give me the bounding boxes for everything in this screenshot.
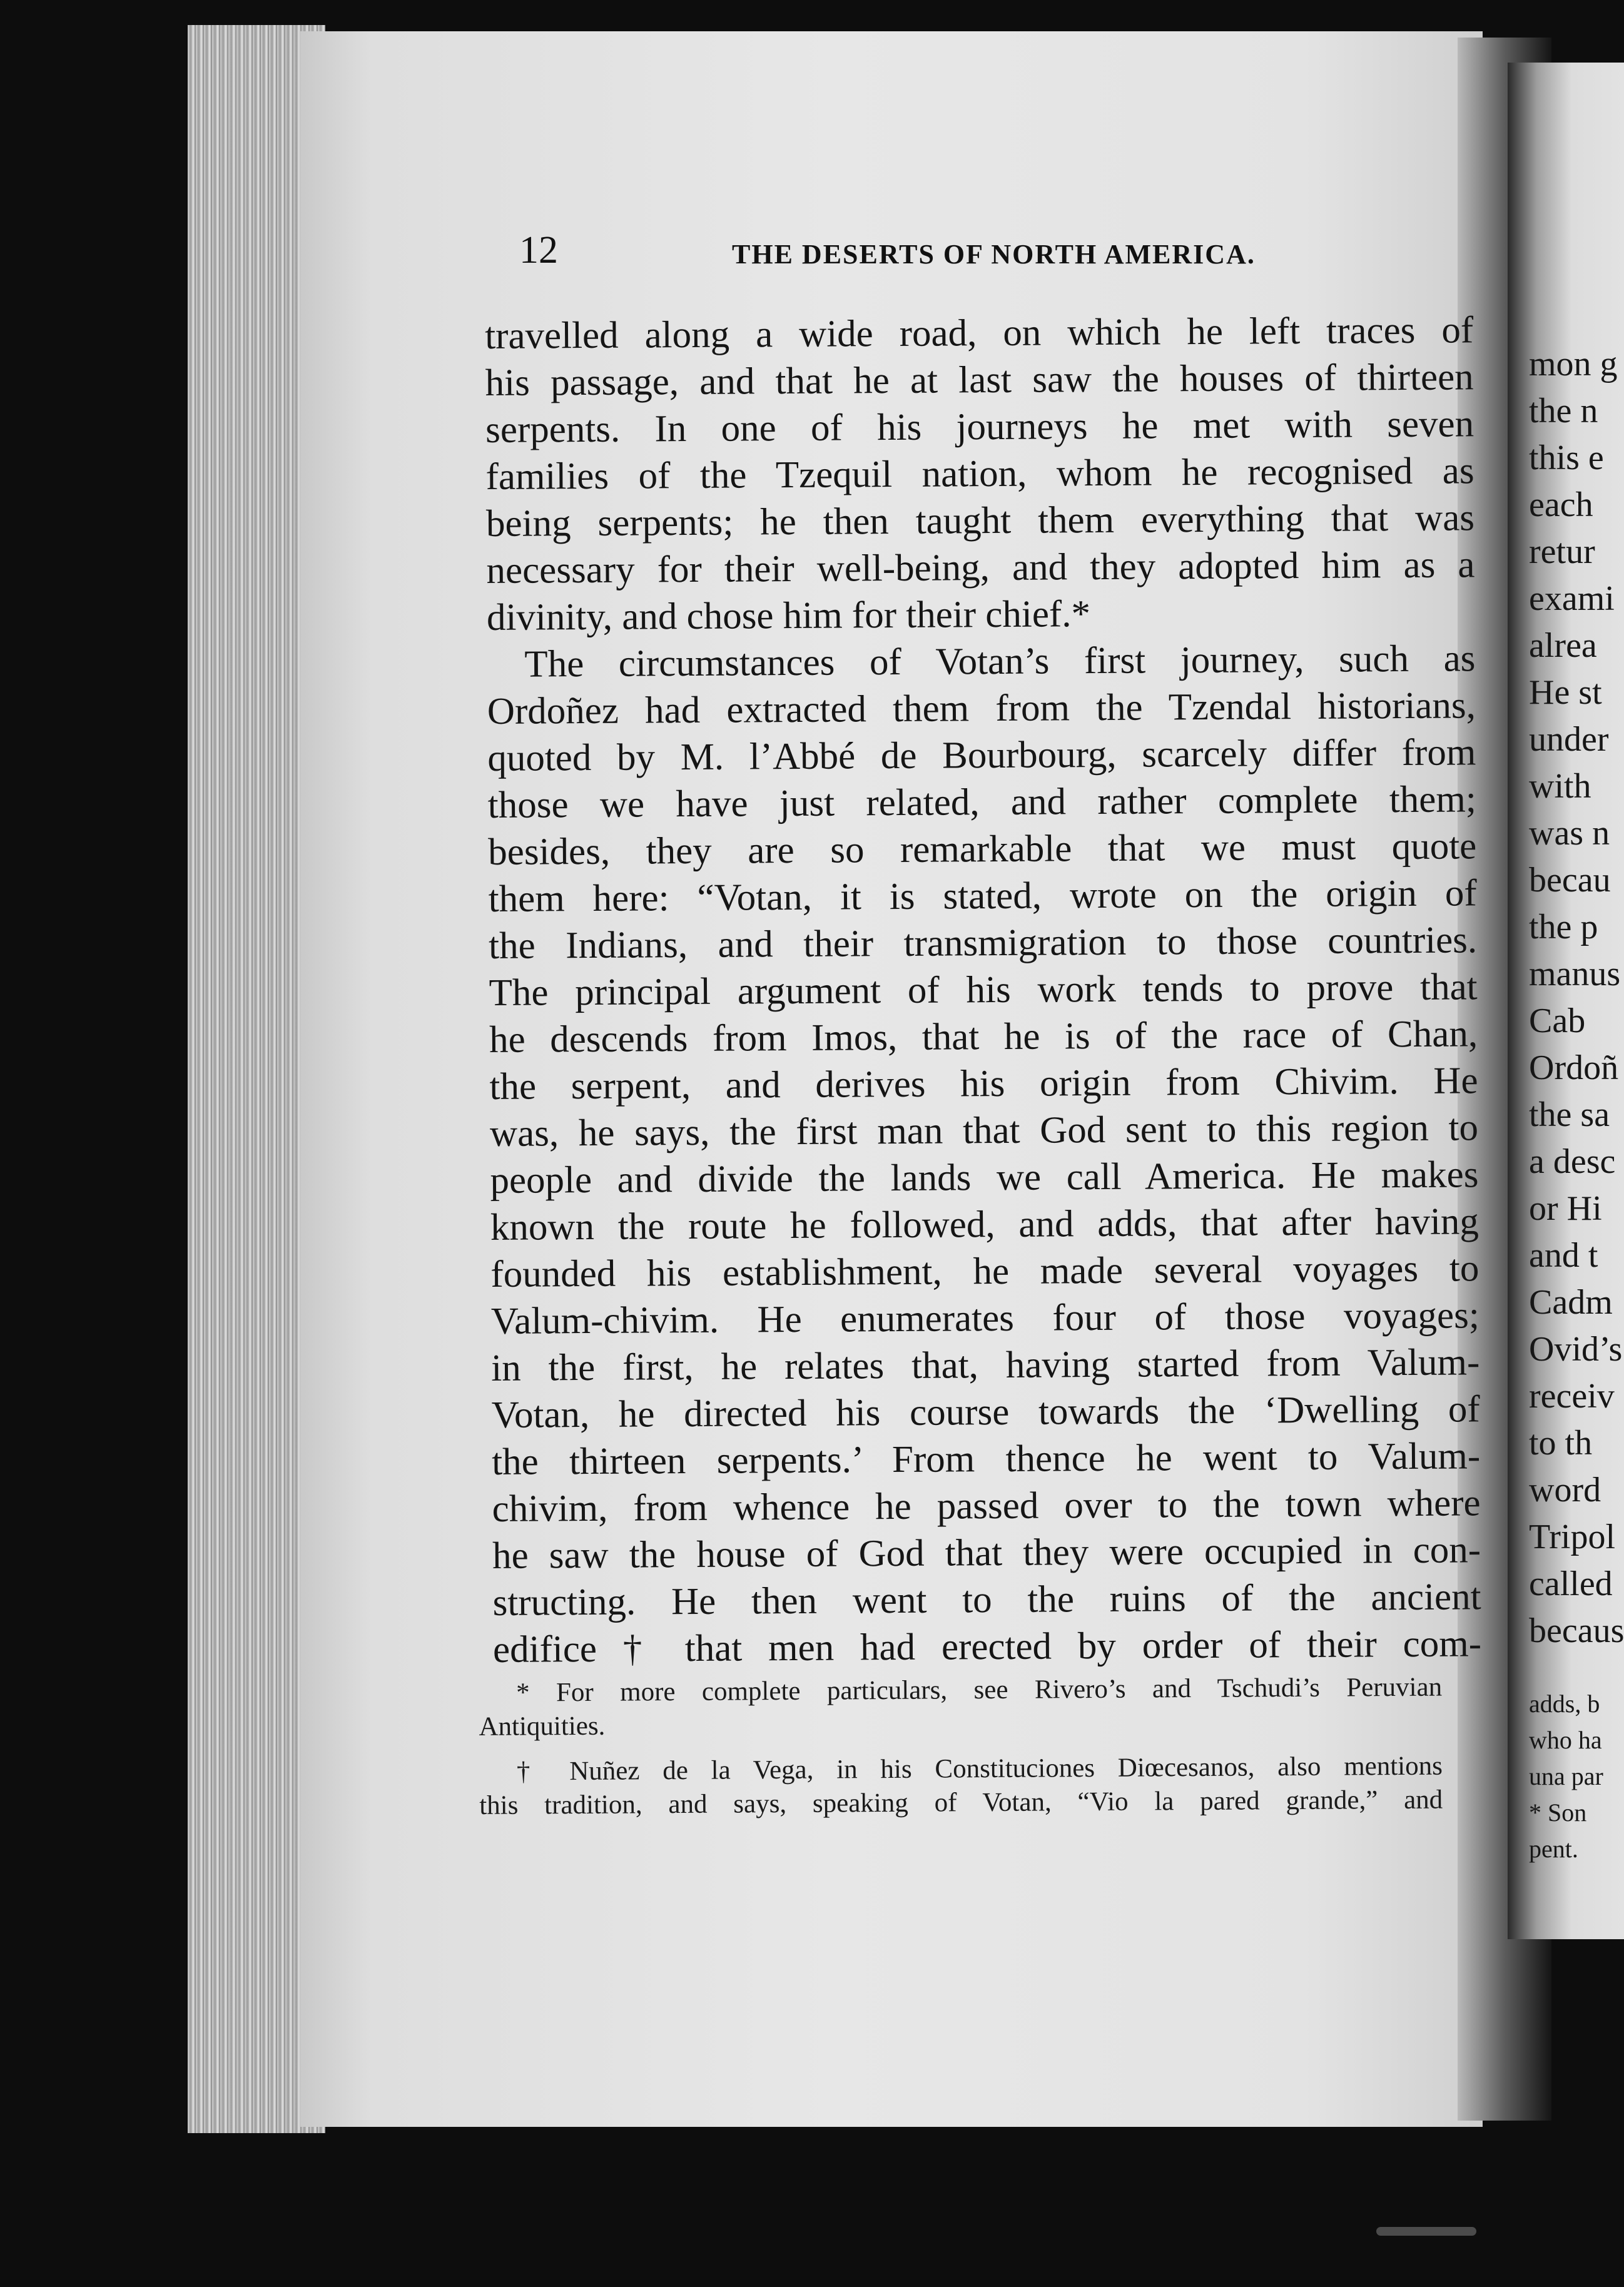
facing-page-fragment: receiv — [1529, 1377, 1615, 1416]
scan-smudge — [1376, 2227, 1476, 2236]
text-line: those we have just related, and rather complete them; — [487, 778, 1476, 826]
text-line: founded his establishment, he made several voyages to — [490, 1247, 1479, 1296]
footnote — [479, 1671, 1443, 1744]
facing-page-note-fragment: adds, b — [1529, 1690, 1600, 1718]
facing-page-fragment: under — [1529, 720, 1609, 759]
text-line: Valum-chivim. He enumerates four of those voyages; — [490, 1294, 1480, 1342]
running-title: THE DESERTS OF NORTH AMERICA. — [732, 239, 1256, 270]
text-line: Votan, he directed his course towards the ‘Dwelling of — [491, 1388, 1480, 1436]
text-line: travelled along a wide road, on which he left traces of — [485, 309, 1474, 357]
facing-page-fragment: Cab — [1529, 1002, 1586, 1040]
text-line: the thirteen serpents.’ From thence he went to Valum- — [492, 1435, 1481, 1483]
facing-page-fragment: and t — [1529, 1236, 1598, 1275]
text-line: his passage, and that he at last saw the houses of thirteen — [485, 356, 1474, 404]
text-line: he saw the house of God that they were occupied in con- — [492, 1529, 1481, 1577]
facing-page-fragment: Cadm — [1529, 1283, 1613, 1322]
text-line: the serpent, and derives his origin from Chivim. He — [489, 1060, 1478, 1108]
facing-page-fragment: the n — [1529, 392, 1598, 430]
facing-page-fragment: to th — [1529, 1424, 1593, 1463]
text-line: necessary for their well-being, and they adopted him as a — [486, 544, 1475, 592]
facing-page-note-fragment: who ha — [1529, 1726, 1602, 1754]
text-line: quoted by M. l’Abbé de Bourbourg, scarcely differ from — [487, 731, 1476, 779]
facing-page-fragment: Tripol — [1529, 1518, 1616, 1556]
facing-page-fragment: becau — [1529, 861, 1611, 900]
facing-page-fragment: He st — [1529, 673, 1602, 712]
facing-page-fragment: word — [1529, 1471, 1601, 1509]
text-line: people and divide the lands we call America. He makes — [490, 1154, 1479, 1202]
text-line: serpents. In one of his journeys he met with seven — [485, 403, 1474, 451]
page-number: 12 — [519, 229, 558, 271]
footnote-line: Antiquities. — [479, 1711, 606, 1742]
footnote — [479, 1750, 1443, 1823]
facing-page-fragment: exami — [1529, 579, 1615, 618]
facing-page-note-fragment: pent. — [1529, 1835, 1578, 1863]
text-line: them here: “Votan, it is stated, wrote on the origin of — [488, 872, 1477, 920]
facing-page-fragment: called — [1529, 1564, 1613, 1603]
text-line: The principal argument of his work tends to prove that — [489, 966, 1478, 1014]
facing-page-fragment: this e — [1529, 439, 1604, 477]
facing-page-edge — [1508, 63, 1624, 1939]
text-line: The circumstances of Votan’s first journey, such as — [524, 637, 1476, 686]
text-line: edifice † that men had erected by order of their com- — [492, 1623, 1482, 1671]
body-text — [485, 307, 1481, 1673]
facing-page-fragment: Ordoñ — [1529, 1048, 1619, 1087]
facing-page-fragment: Ovid’s — [1529, 1330, 1623, 1369]
facing-page-fragment: each — [1529, 485, 1593, 524]
facing-page-note-fragment: una par — [1529, 1762, 1603, 1790]
facing-page-fragment: with — [1529, 767, 1591, 806]
facing-page-fragment: the sa — [1529, 1095, 1610, 1134]
page-header — [519, 228, 1476, 285]
footnotes — [479, 1671, 1443, 1834]
facing-page-note-fragment: * Son — [1529, 1798, 1587, 1827]
facing-page-fragment: the p — [1529, 908, 1598, 946]
footnote-line: this tradition, and says, speaking of Votan, “Vio la pared grande,” and — [479, 1785, 1443, 1820]
text-line: chivim, from whence he passed over to the town where — [492, 1482, 1481, 1530]
footnote-line: † Nuñez de la Vega, in his Constituciones Diœcesanos, also mentions — [516, 1751, 1443, 1787]
footnote-line: * For more complete particulars, see Rivero’s and Tschudi’s Peruvian — [516, 1672, 1443, 1708]
facing-page-fragment: manus — [1529, 955, 1621, 993]
text-line: Ordoñez had extracted them from the Tzendal historians, — [487, 684, 1476, 733]
text-line: divinity, and chose him for their chief.* — [486, 593, 1091, 639]
facing-page-fragment: was n — [1529, 814, 1610, 853]
text-line: families of the Tzequil nation, whom he recognised as — [485, 450, 1474, 498]
text-line: being serpents; he then taught them everything that was — [485, 497, 1475, 545]
text-line: structing. He then went to the ruins of the ancient — [492, 1576, 1481, 1624]
text-line: he descends from Imos, that he is of the race of Chan, — [489, 1013, 1478, 1061]
text-line: in the first, he relates that, having started from Valum- — [491, 1341, 1480, 1389]
facing-page-fragment: a desc — [1529, 1142, 1616, 1181]
text-line: known the route he followed, and adds, that after having — [490, 1200, 1479, 1249]
facing-page-fragment: or Hi — [1529, 1189, 1602, 1228]
facing-page-fragment: retur — [1529, 532, 1595, 571]
text-line: besides, they are so remarkable that we must quote — [488, 825, 1477, 873]
facing-page-fragment: becaus — [1529, 1611, 1624, 1650]
text-line: the Indians, and their transmigration to those countries. — [488, 919, 1478, 967]
facing-page-fragment: mon g — [1529, 345, 1618, 383]
facing-page-fragment: alrea — [1529, 626, 1597, 665]
text-line: was, he says, the first man that God sent to this region to — [489, 1107, 1479, 1155]
